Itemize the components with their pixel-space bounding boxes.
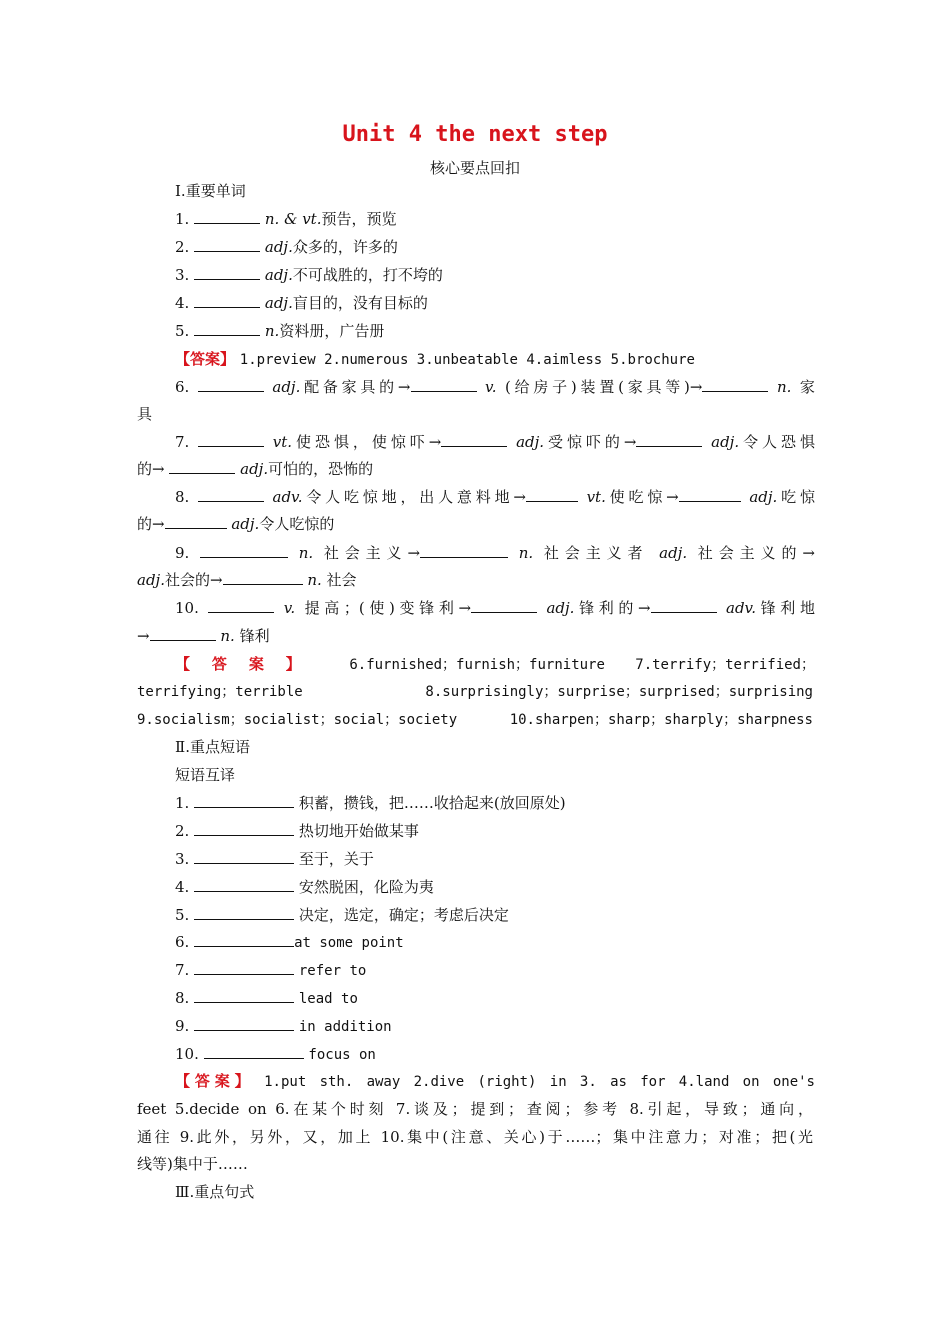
answer-blank [411, 378, 477, 392]
answer-blank [471, 599, 537, 613]
answer-blank [165, 515, 227, 529]
answer-blank [194, 294, 260, 308]
answer-blank [194, 906, 294, 920]
phrase-item: 10. focus on [175, 1045, 376, 1063]
answer-line: 通往 9.此外，另外，又，加上 10.集中(注意、关心)于……；集中注意力；对准；把(光 [137, 1128, 813, 1146]
vocab-item: 2. adj.众多的，许多的 [175, 238, 398, 256]
answer-blank [223, 571, 303, 585]
answer-blank [194, 238, 260, 252]
answer-label: 【答案】 [175, 350, 236, 368]
answer-blank [208, 599, 274, 613]
answer-blank [194, 822, 294, 836]
vocab-item: 4. adj.盲目的，没有目标的 [175, 294, 428, 312]
vocab-item-cont: 具 [137, 405, 153, 423]
vocab-item: 7. vt.使恐惧，使惊吓→ adj.受惊吓的→ adj.令人恐惧 [175, 433, 815, 451]
answer-blank [194, 322, 260, 336]
vocab-item: 9. n. 社会主义→ n. 社会主义者 adj. 社会主义的→ [175, 544, 815, 562]
vocab-item: 6. adj.配备家具的→ v. (给房子)装置(家具等)→ n. 家 [175, 378, 815, 396]
phrase-item: 2. 热切地开始做某事 [175, 822, 419, 840]
answer-line: 【答案】 1.preview 2.numerous 3.unbeatable 4.aimless 5.brochure [175, 350, 695, 368]
vocab-item: 10. v. 提高；(使)变锋利→ adj.锋利的→ adv.锋利地 [175, 599, 815, 617]
phrase-item: 4. 安然脱困，化险为夷 [175, 878, 434, 896]
answer-blank [198, 433, 264, 447]
phrase-item: 3. 至于，关于 [175, 850, 374, 868]
vocab-item: 8. adv.令人吃惊地，出人意料地→ vt.使吃惊→ adj.吃惊 [175, 488, 815, 506]
answer-line: 【答案】 1.put sth. away 2.dive (right) in 3. as for 4.land on one's [175, 1072, 815, 1090]
answer-blank [526, 488, 578, 502]
answer-blank [200, 544, 288, 558]
section-subheading: 短语互译 [175, 766, 236, 784]
answer-label: 【答案】 [175, 655, 323, 673]
section-heading: Ⅱ.重点短语 [175, 738, 250, 756]
phrase-item: 1. 积蓄，攒钱，把……收拾起来(放回原处) [175, 794, 566, 812]
answer-blank [194, 989, 294, 1003]
answer-blank [702, 378, 768, 392]
vocab-item-cont: adj.社会的→ n. 社会 [137, 571, 357, 589]
answer-blank [441, 433, 507, 447]
answer-blank [679, 488, 741, 502]
answer-blank [194, 850, 294, 864]
vocab-item-cont: → n. 锋利 [137, 627, 270, 645]
vocab-item-cont: 的→ adj.令人吃惊的 [137, 515, 335, 533]
answer-label: 【答案】 [175, 1072, 255, 1090]
answer-line: feet 5.decide on 6.在某个时刻 7.谈及；提到；查阅；参考 8.引起，导致；通向， [137, 1100, 813, 1118]
phrase-item: 9. in addition [175, 1017, 392, 1035]
answer-blank [194, 1017, 294, 1031]
phrase-item: 8. lead to [175, 989, 358, 1007]
answer-blank [651, 599, 717, 613]
answer-blank [420, 544, 508, 558]
answer-blank [204, 1045, 304, 1059]
answer-blank [194, 878, 294, 892]
answer-blank [636, 433, 702, 447]
vocab-item: 3. adj.不可战胜的，打不垮的 [175, 266, 443, 284]
phrase-item: 5. 决定，选定，确定；考虑后决定 [175, 906, 509, 924]
vocab-item-cont: 的→ adj.可怕的，恐怖的 [137, 460, 374, 478]
answer-blank [150, 627, 216, 641]
answer-line: 线等)集中于…… [137, 1155, 248, 1173]
answer-line: 【答案】 6.furnished；furnish；furniture 7.terrify；terrified； [175, 655, 815, 673]
answer-blank [194, 933, 294, 947]
phrase-item: 6. at some point [175, 933, 404, 951]
vocab-item: 1. n. & vt.预告，预览 [175, 210, 397, 228]
section-heading: Ⅲ.重点句式 [175, 1183, 255, 1201]
page-title: Unit 4 the next step [342, 122, 608, 147]
vocab-item: 5. n.资料册，广告册 [175, 322, 385, 340]
answer-blank [198, 488, 264, 502]
phrase-item: 7. refer to [175, 961, 367, 979]
answer-line: 9.socialism；socialist；social；society 10.sharpen；sharp；sharply；sharpness [137, 712, 813, 728]
page-subtitle: 核心要点回扣 [429, 159, 520, 177]
section-heading: Ⅰ.重要单词 [175, 182, 246, 200]
answer-blank [194, 210, 260, 224]
answer-blank [194, 794, 294, 808]
answer-line: terrifying；terrible 8.surprisingly；surprise；surprised；surprising [137, 684, 813, 700]
answer-blank [169, 460, 235, 474]
answer-blank [194, 961, 294, 975]
answer-blank [198, 378, 264, 392]
answer-blank [194, 266, 260, 280]
